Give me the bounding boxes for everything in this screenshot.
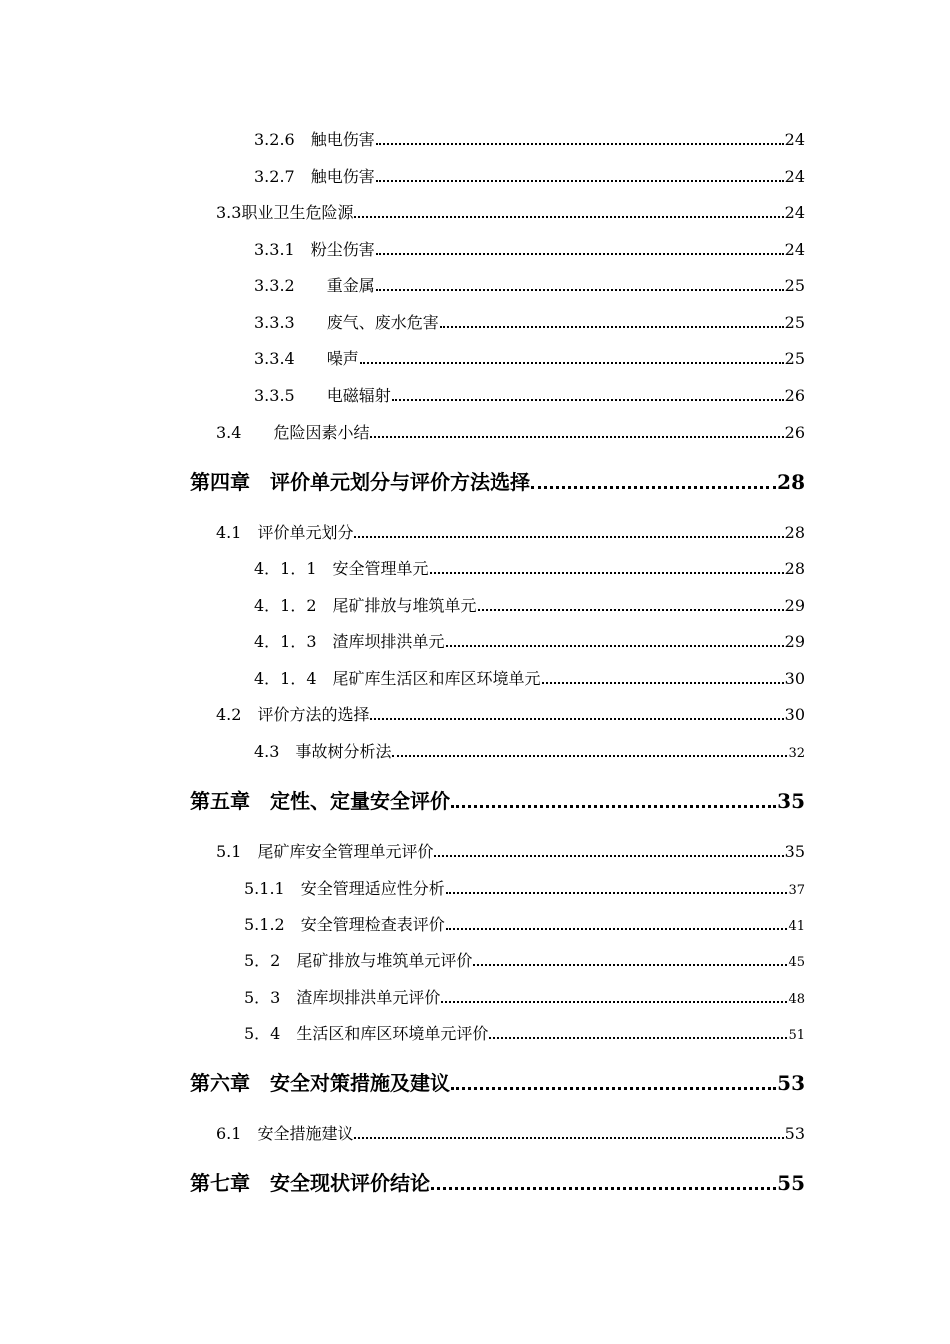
toc-leader bbox=[376, 289, 784, 291]
toc-leader bbox=[376, 253, 784, 255]
toc-entry[interactable] bbox=[244, 912, 805, 934]
toc-entry[interactable] bbox=[216, 420, 805, 442]
toc-entry[interactable] bbox=[254, 739, 805, 761]
toc-page-number: 35 bbox=[784, 842, 805, 861]
toc-page-number: 30 bbox=[784, 705, 805, 724]
toc-leader bbox=[354, 1137, 783, 1139]
toc-leader bbox=[376, 143, 784, 145]
toc-entry[interactable] bbox=[254, 164, 805, 186]
toc-entry-label: 3.3.4 噪声 bbox=[254, 349, 359, 368]
toc-leader bbox=[360, 362, 784, 364]
toc-page-number: 28 bbox=[777, 470, 805, 494]
toc-page-number: 24 bbox=[784, 203, 805, 222]
toc-entry-label: 4．1．3 渣库坝排洪单元 bbox=[254, 632, 445, 651]
toc-entry-label: 4.2 评价方法的选择 bbox=[216, 705, 370, 724]
toc-leader bbox=[392, 755, 787, 757]
toc-entry[interactable] bbox=[254, 237, 805, 259]
toc-entry-label: 4.3 事故树分析法 bbox=[254, 742, 392, 761]
toc-leader bbox=[446, 928, 788, 930]
toc-leader bbox=[370, 718, 783, 720]
toc-entry-label: 4．1．1 安全管理单元 bbox=[254, 559, 429, 578]
toc-entry-label: 第五章 定性、定量安全评价 bbox=[190, 789, 450, 813]
toc-entry[interactable] bbox=[254, 593, 805, 615]
toc-leader bbox=[370, 436, 783, 438]
toc-entry[interactable] bbox=[254, 127, 805, 149]
toc-page-number: 25 bbox=[784, 349, 805, 368]
toc-leader bbox=[354, 216, 783, 218]
toc-page-number: 41 bbox=[788, 919, 805, 934]
toc-page-number: 35 bbox=[777, 789, 805, 813]
toc-leader bbox=[431, 1187, 776, 1190]
toc-entry-label: 4.1 评价单元划分 bbox=[216, 523, 354, 542]
toc-entry[interactable] bbox=[254, 310, 805, 332]
toc-entry[interactable] bbox=[216, 520, 805, 542]
toc-chapter-entry[interactable] bbox=[190, 785, 805, 813]
toc-entry[interactable] bbox=[254, 666, 805, 688]
toc-chapter-entry[interactable] bbox=[190, 1167, 805, 1195]
toc-entry-label: 4．1．4 尾矿库生活区和库区环境单元 bbox=[254, 669, 541, 688]
toc-entry-label: 5.1.1 安全管理适应性分析 bbox=[244, 879, 445, 898]
toc-entry[interactable] bbox=[244, 1021, 805, 1043]
toc-entry[interactable] bbox=[216, 839, 805, 861]
toc-leader bbox=[446, 645, 784, 647]
toc-page-number: 53 bbox=[784, 1124, 805, 1143]
toc-page-number: 24 bbox=[784, 240, 805, 259]
toc-page-number: 25 bbox=[784, 276, 805, 295]
toc-leader bbox=[440, 326, 784, 328]
toc-leader bbox=[531, 486, 776, 489]
toc-page-number: 53 bbox=[777, 1071, 805, 1095]
toc-entry[interactable] bbox=[216, 1121, 805, 1143]
toc-page-number: 29 bbox=[784, 596, 805, 615]
toc-page-number: 26 bbox=[784, 386, 805, 405]
toc-entry-label: 6.1 安全措施建议 bbox=[216, 1124, 354, 1143]
toc-page-number: 26 bbox=[784, 423, 805, 442]
toc-page-number: 30 bbox=[784, 669, 805, 688]
toc-page-number: 28 bbox=[784, 559, 805, 578]
toc-entry-label: 第七章 安全现状评价结论 bbox=[190, 1171, 430, 1195]
toc-page-number: 51 bbox=[788, 1028, 805, 1043]
toc-leader bbox=[392, 399, 784, 401]
toc-chapter-entry[interactable] bbox=[190, 1067, 805, 1095]
toc-leader bbox=[451, 1087, 776, 1090]
toc-entry[interactable] bbox=[254, 346, 805, 368]
toc-chapter-entry[interactable] bbox=[190, 466, 805, 494]
toc-entry-label: 3.2.7 触电伤害 bbox=[254, 167, 375, 186]
toc-page-number: 48 bbox=[788, 992, 805, 1007]
toc-entry[interactable] bbox=[254, 629, 805, 651]
toc-entry[interactable] bbox=[254, 383, 805, 405]
toc-leader bbox=[434, 855, 783, 857]
toc-entry-label: 3.3.3 废气、废水危害 bbox=[254, 313, 439, 332]
toc-entry-label: 5.1 尾矿库安全管理单元评价 bbox=[216, 842, 434, 861]
toc-entry-label: 3.4 危险因素小结 bbox=[216, 423, 370, 442]
toc-page-number: 24 bbox=[784, 130, 805, 149]
toc-entry-label: 第四章 评价单元划分与评价方法选择 bbox=[190, 470, 530, 494]
toc-page-number: 24 bbox=[784, 167, 805, 186]
toc-leader bbox=[446, 892, 788, 894]
toc-leader bbox=[478, 609, 784, 611]
toc-entry-label: 3.3.2 重金属 bbox=[254, 276, 375, 295]
toc-page-number: 55 bbox=[777, 1171, 805, 1195]
toc-leader bbox=[441, 1001, 787, 1003]
toc-entry[interactable] bbox=[254, 273, 805, 295]
toc-leader bbox=[354, 536, 783, 538]
toc-entry[interactable] bbox=[244, 948, 805, 970]
toc-page-number: 37 bbox=[788, 883, 805, 898]
toc-entry-label: 第六章 安全对策措施及建议 bbox=[190, 1071, 450, 1095]
toc-page-number: 28 bbox=[784, 523, 805, 542]
toc-entry[interactable] bbox=[244, 876, 805, 898]
toc-entry[interactable] bbox=[216, 200, 805, 222]
toc-leader bbox=[542, 682, 784, 684]
toc-page-number: 32 bbox=[788, 746, 805, 761]
toc-page-number: 45 bbox=[788, 955, 805, 970]
toc-entry-label: 3.3.1 粉尘伤害 bbox=[254, 240, 375, 259]
toc-entry[interactable] bbox=[216, 702, 805, 724]
toc-leader bbox=[376, 180, 784, 182]
toc-entry-label: 3.3.5 电磁辐射 bbox=[254, 386, 391, 405]
toc-entry-label: 4．1．2 尾矿排放与堆筑单元 bbox=[254, 596, 477, 615]
toc-entry-label: 5.1.2 安全管理检查表评价 bbox=[244, 915, 445, 934]
toc-entry-label: 5．3 渣库坝排洪单元评价 bbox=[244, 988, 441, 1007]
toc-page-number: 25 bbox=[784, 313, 805, 332]
toc-entry-label: 5．2 尾矿排放与堆筑单元评价 bbox=[244, 951, 473, 970]
toc-entry-label: 5．4 生活区和库区环境单元评价 bbox=[244, 1024, 489, 1043]
toc-leader bbox=[451, 805, 776, 808]
toc-page-number: 29 bbox=[784, 632, 805, 651]
toc-entry[interactable] bbox=[254, 556, 805, 578]
toc-entry-label: 3.3职业卫生危险源 bbox=[216, 203, 354, 222]
toc-entry-label: 3.2.6 触电伤害 bbox=[254, 130, 375, 149]
toc-leader bbox=[489, 1037, 787, 1039]
toc-leader bbox=[430, 572, 784, 574]
toc-leader bbox=[473, 964, 787, 966]
toc-entry[interactable] bbox=[244, 985, 805, 1007]
